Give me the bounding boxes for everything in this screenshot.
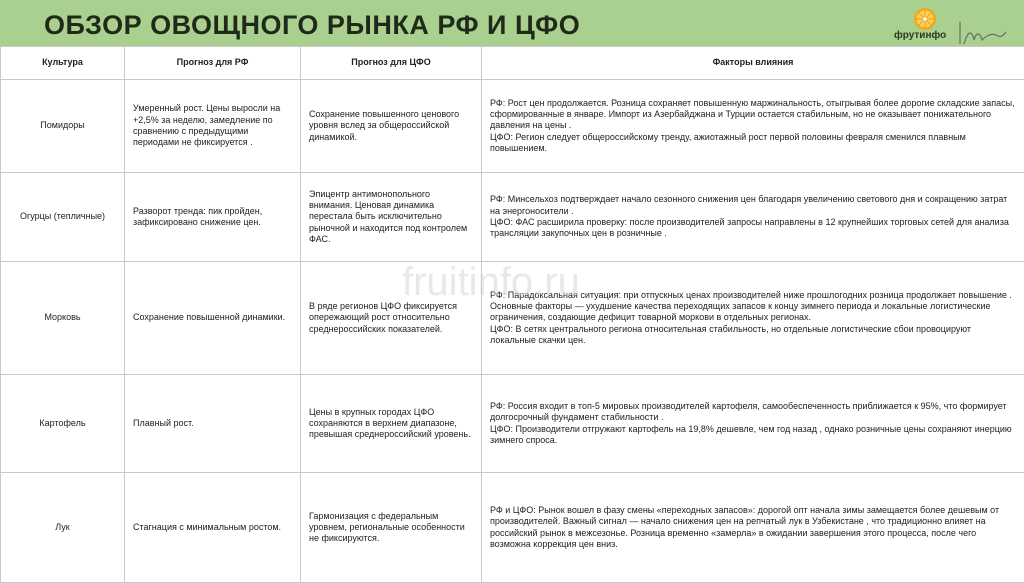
page-title: ОБЗОР ОВОЩНОГО РЫНКА РФ И ЦФО <box>44 10 580 41</box>
column-header-rf-forecast: Прогноз для РФ <box>125 47 301 80</box>
column-header-crop: Культура <box>1 47 125 80</box>
factor-cfo: ЦФО: Производители отгружают картофель на 19,8% дешевле, чем год назад , однако розничные цены сохраняют инерцию зимнего спроса. <box>490 424 1016 447</box>
column-header-cfo-forecast: Прогноз для ЦФО <box>301 47 482 80</box>
factor-rf: РФ: Минсельхоз подтверждает начало сезонного снижения цен благодаря увеличению светового дня и сокращению затрат на энергоносители . <box>490 194 1016 217</box>
orange-slice-icon <box>910 7 940 31</box>
rf-forecast-cell: Стагнация с минимальным ростом. <box>125 473 301 583</box>
table-header-row <box>1 47 1024 80</box>
factor-rf: РФ: Парадоксальная ситуация: при отпускных ценах производителей ниже прошлогодних розница продолжает повышение . Основные факторы — ухудшение качества переходящих запасов к концу зимнего периода и локальные логистические ограничения, создающие дефицит товарной моркови в отдельных регионах. <box>490 290 1016 324</box>
table-row <box>1 80 1024 173</box>
factor-cfo: ЦФО: ФАС расширила проверку: после производителей запросы направлены в 12 крупнейших торговых сетей для анализа трансляции закупочных цен в розничные . <box>490 217 1016 240</box>
factor-cfo: ЦФО: В сетях центрального региона относительная стабильность, но отдельные логистические сбои провоцируют локальные скачки цен. <box>490 324 1016 347</box>
factors-cell <box>482 473 1024 583</box>
rf-forecast-cell: Плавный рост. <box>125 375 301 473</box>
crop-cell: Лук <box>1 473 125 583</box>
cfo-forecast-cell: Цены в крупных городах ЦФО сохраняются в верхнем диапазоне, превышая среднероссийский уровень. <box>301 375 482 473</box>
factors-cell <box>482 375 1024 473</box>
rf-forecast-cell: Умеренный рост. Цены выросли на +2,5% за неделю, замедление по сравнению с предыдущими периодами не фиксируется . <box>125 80 301 173</box>
rf-forecast-cell: Сохранение повышенной динамики. <box>125 262 301 375</box>
watermark: fruitinfo.ru <box>402 260 580 305</box>
crop-cell: Огурцы (тепличные) <box>1 173 125 262</box>
factor-rf: РФ: Россия входит в топ-5 мировых производителей картофеля, самообеспеченность приближается к 95%, что формирует долгосрочный фундамент стабильности . <box>490 401 1016 424</box>
table-row <box>1 473 1024 583</box>
factors-cell <box>482 173 1024 262</box>
table-row <box>1 173 1024 262</box>
factor-rf-cfo: РФ и ЦФО: Рынок вошел в фазу смены «переходных запасов»: дорогой опт начала зимы замещается более дешевым от производителей. Важный сигнал — начало снижения цен на репчатый лук в Узбекистане , что традиционно влияет на российский рынок в межсезонье. Розница временно «замерла» в ожидании завершения этого процесса, после чего возможна коррекция цен вниз. <box>490 505 1016 550</box>
logo-text: фрутинфо <box>894 30 946 41</box>
factors-cell <box>482 262 1024 375</box>
factor-rf: РФ: Рост цен продолжается. Розница сохраняет повышенную маржинальность, отыгрывая более дорогие складские запасы, сформированные в январе. Импорт из Азербайджана и Турции остается стабильным, но не оказывает понижательного давления на цены . <box>490 98 1016 132</box>
frutinfo-logo <box>894 4 1014 44</box>
cfo-forecast-cell: В ряде регионов ЦФО фиксируется опережающий рост относительно среднероссийских показателей. <box>301 262 482 375</box>
crop-cell: Помидоры <box>1 80 125 173</box>
signature-line-icon <box>958 20 1008 46</box>
column-header-factors: Факторы влияния <box>482 47 1024 80</box>
crop-cell: Морковь <box>1 262 125 375</box>
cfo-forecast-cell: Сохранение повышенного ценового уровня вслед за общероссийской динамикой. <box>301 80 482 173</box>
factors-cell <box>482 80 1024 173</box>
cfo-forecast-cell: Гармонизация с федеральным уровнем, региональные особенности не фиксируются. <box>301 473 482 583</box>
crop-cell: Картофель <box>1 375 125 473</box>
table-row <box>1 375 1024 473</box>
cfo-forecast-cell: Эпицентр антимонопольного внимания. Ценовая динамика перестала быть исключительно рыночной и находится под контролем ФАС. <box>301 173 482 262</box>
market-table <box>0 46 1024 583</box>
rf-forecast-cell: Разворот тренда: пик пройден, зафиксировано снижение цен. <box>125 173 301 262</box>
factor-cfo: ЦФО: Регион следует общероссийскому тренду, ажиотажный рост первой половины февраля сменился плавным повышением. <box>490 132 1016 155</box>
header-bar <box>0 0 1024 46</box>
table-row <box>1 262 1024 375</box>
